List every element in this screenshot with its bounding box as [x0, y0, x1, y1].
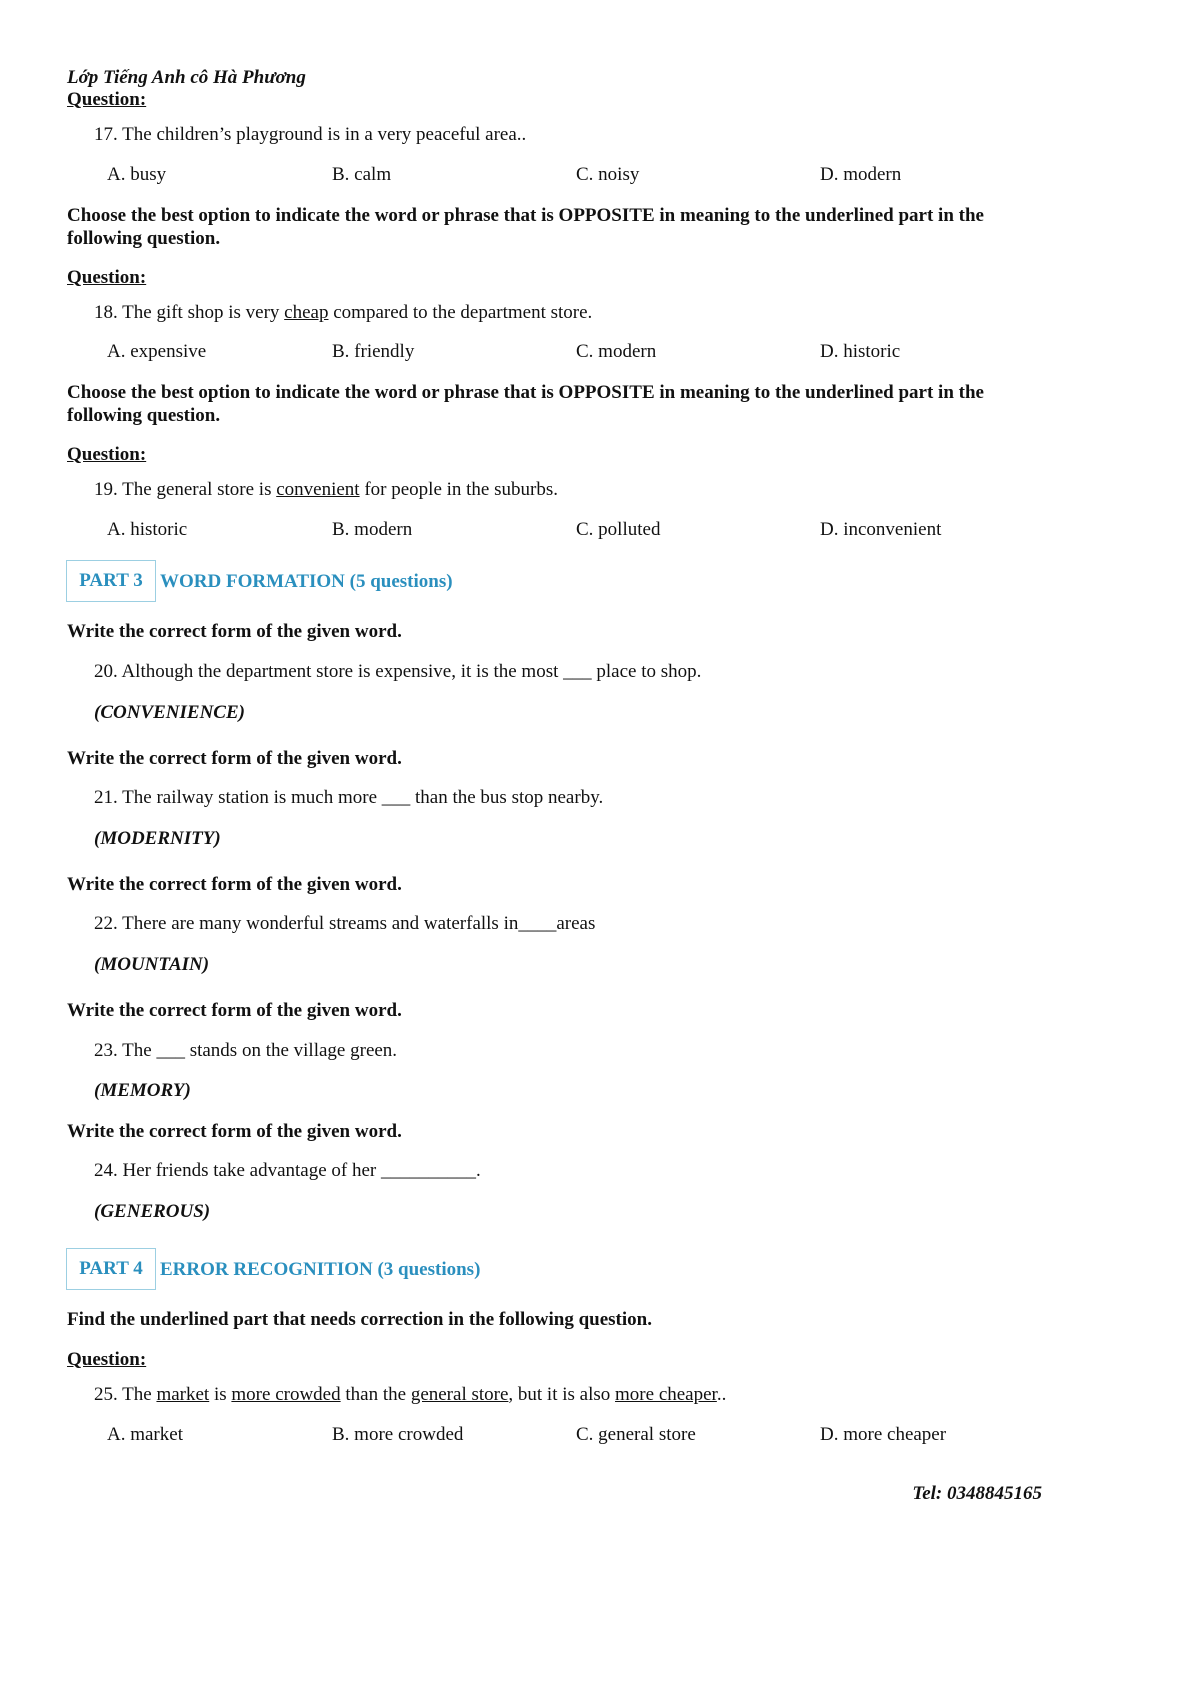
question-20-text: 20. Although the department store is expensive, it is the most ___ place to shop. [94, 661, 702, 682]
q23-hint-word: (MEMORY) [94, 1080, 191, 1101]
q18-option-b[interactable]: B. friendly [332, 341, 415, 362]
question-24-text: 24. Her friends take advantage of her __________. [94, 1160, 481, 1181]
q25-text-part: .. [716, 1384, 727, 1405]
instruction-opposite: Choose the best option to indicate the word or phrase that is OPPOSITE in meaning to the underlined part in the following question. [67, 205, 984, 249]
instruction-opposite: Choose the best option to indicate the word or phrase that is OPPOSITE in meaning to the underlined part in the following question. [67, 382, 984, 426]
q25-option-c[interactable]: C. general store [576, 1424, 696, 1445]
q25-underlined-more-crowded: more crowded [231, 1384, 341, 1405]
q18-text-after: compared to the department store. [328, 302, 593, 323]
question-17-text: 17. The children’s playground is in a very peaceful area.. [94, 124, 527, 145]
question-23-text: 23. The ___ stands on the village green. [94, 1040, 398, 1061]
part-3-label: PART 3 [66, 560, 156, 602]
instruction-word-form: Write the correct form of the given word. [67, 1000, 402, 1021]
q19-text-after: for people in the suburbs. [359, 479, 558, 500]
q17-option-c[interactable]: C. noisy [576, 164, 640, 185]
q25-underlined-more-cheaper: more cheaper [615, 1384, 717, 1405]
question-21-text: 21. The railway station is much more ___ than the bus stop nearby. [94, 787, 604, 808]
q17-option-d[interactable]: D. modern [820, 164, 902, 185]
q19-underlined-word: convenient [276, 479, 360, 500]
instruction-word-form: Write the correct form of the given word. [67, 748, 402, 769]
q19-option-d[interactable]: D. inconvenient [820, 519, 942, 540]
school-header: Lớp Tiếng Anh cô Hà Phương [67, 67, 306, 88]
q18-option-c[interactable]: C. modern [576, 341, 657, 362]
instruction-word-form: Write the correct form of the given word. [67, 1121, 402, 1142]
q21-hint-word: (MODERNITY) [94, 828, 221, 849]
question-label: Question: [67, 1349, 147, 1370]
q17-option-a[interactable]: A. busy [107, 164, 167, 185]
q19-option-c[interactable]: C. polluted [576, 519, 661, 540]
q25-text-part: is [209, 1384, 232, 1405]
q18-text-before: 18. The gift shop is very [94, 302, 285, 323]
q18-option-a[interactable]: A. expensive [107, 341, 207, 362]
q18-underlined-word: cheap [284, 302, 329, 323]
q25-option-d[interactable]: D. more cheaper [820, 1424, 947, 1445]
footer-telephone: Tel: 0348845165 [912, 1483, 1042, 1504]
question-label: Question: [67, 267, 147, 288]
q19-text-before: 19. The general store is [94, 479, 277, 500]
question-18-text [94, 301, 592, 325]
q24-hint-word: (GENEROUS) [94, 1201, 211, 1222]
question-label: Question: [67, 89, 147, 110]
q18-option-d[interactable]: D. historic [820, 341, 901, 362]
q25-text-part: , but it is also [508, 1384, 616, 1405]
question-22-text: 22. There are many wonderful streams and waterfalls in____areas [94, 913, 596, 934]
part-3-title: WORD FORMATION (5 questions) [160, 571, 453, 592]
instruction-word-form: Write the correct form of the given word. [67, 874, 402, 895]
q22-hint-word: (MOUNTAIN) [94, 954, 210, 975]
q25-text-part: than the [340, 1384, 411, 1405]
instruction-error: Find the underlined part that needs correction in the following question. [67, 1309, 652, 1330]
q25-underlined-general-store: general store [410, 1384, 509, 1405]
q19-option-b[interactable]: B. modern [332, 519, 413, 540]
q17-option-b[interactable]: B. calm [332, 164, 392, 185]
question-label: Question: [67, 444, 147, 465]
part-4-label: PART 4 [66, 1248, 156, 1290]
q25-text-part: 25. The [94, 1384, 157, 1405]
q25-underlined-market: market [156, 1384, 210, 1405]
question-19-text [94, 478, 558, 502]
question-25-text [94, 1383, 726, 1407]
q19-option-a[interactable]: A. historic [107, 519, 188, 540]
q20-hint-word: (CONVENIENCE) [94, 702, 245, 723]
q25-option-a[interactable]: A. market [107, 1424, 183, 1445]
instruction-word-form: Write the correct form of the given word. [67, 621, 402, 642]
part-4-title: ERROR RECOGNITION (3 questions) [160, 1259, 481, 1280]
q25-option-b[interactable]: B. more crowded [332, 1424, 464, 1445]
